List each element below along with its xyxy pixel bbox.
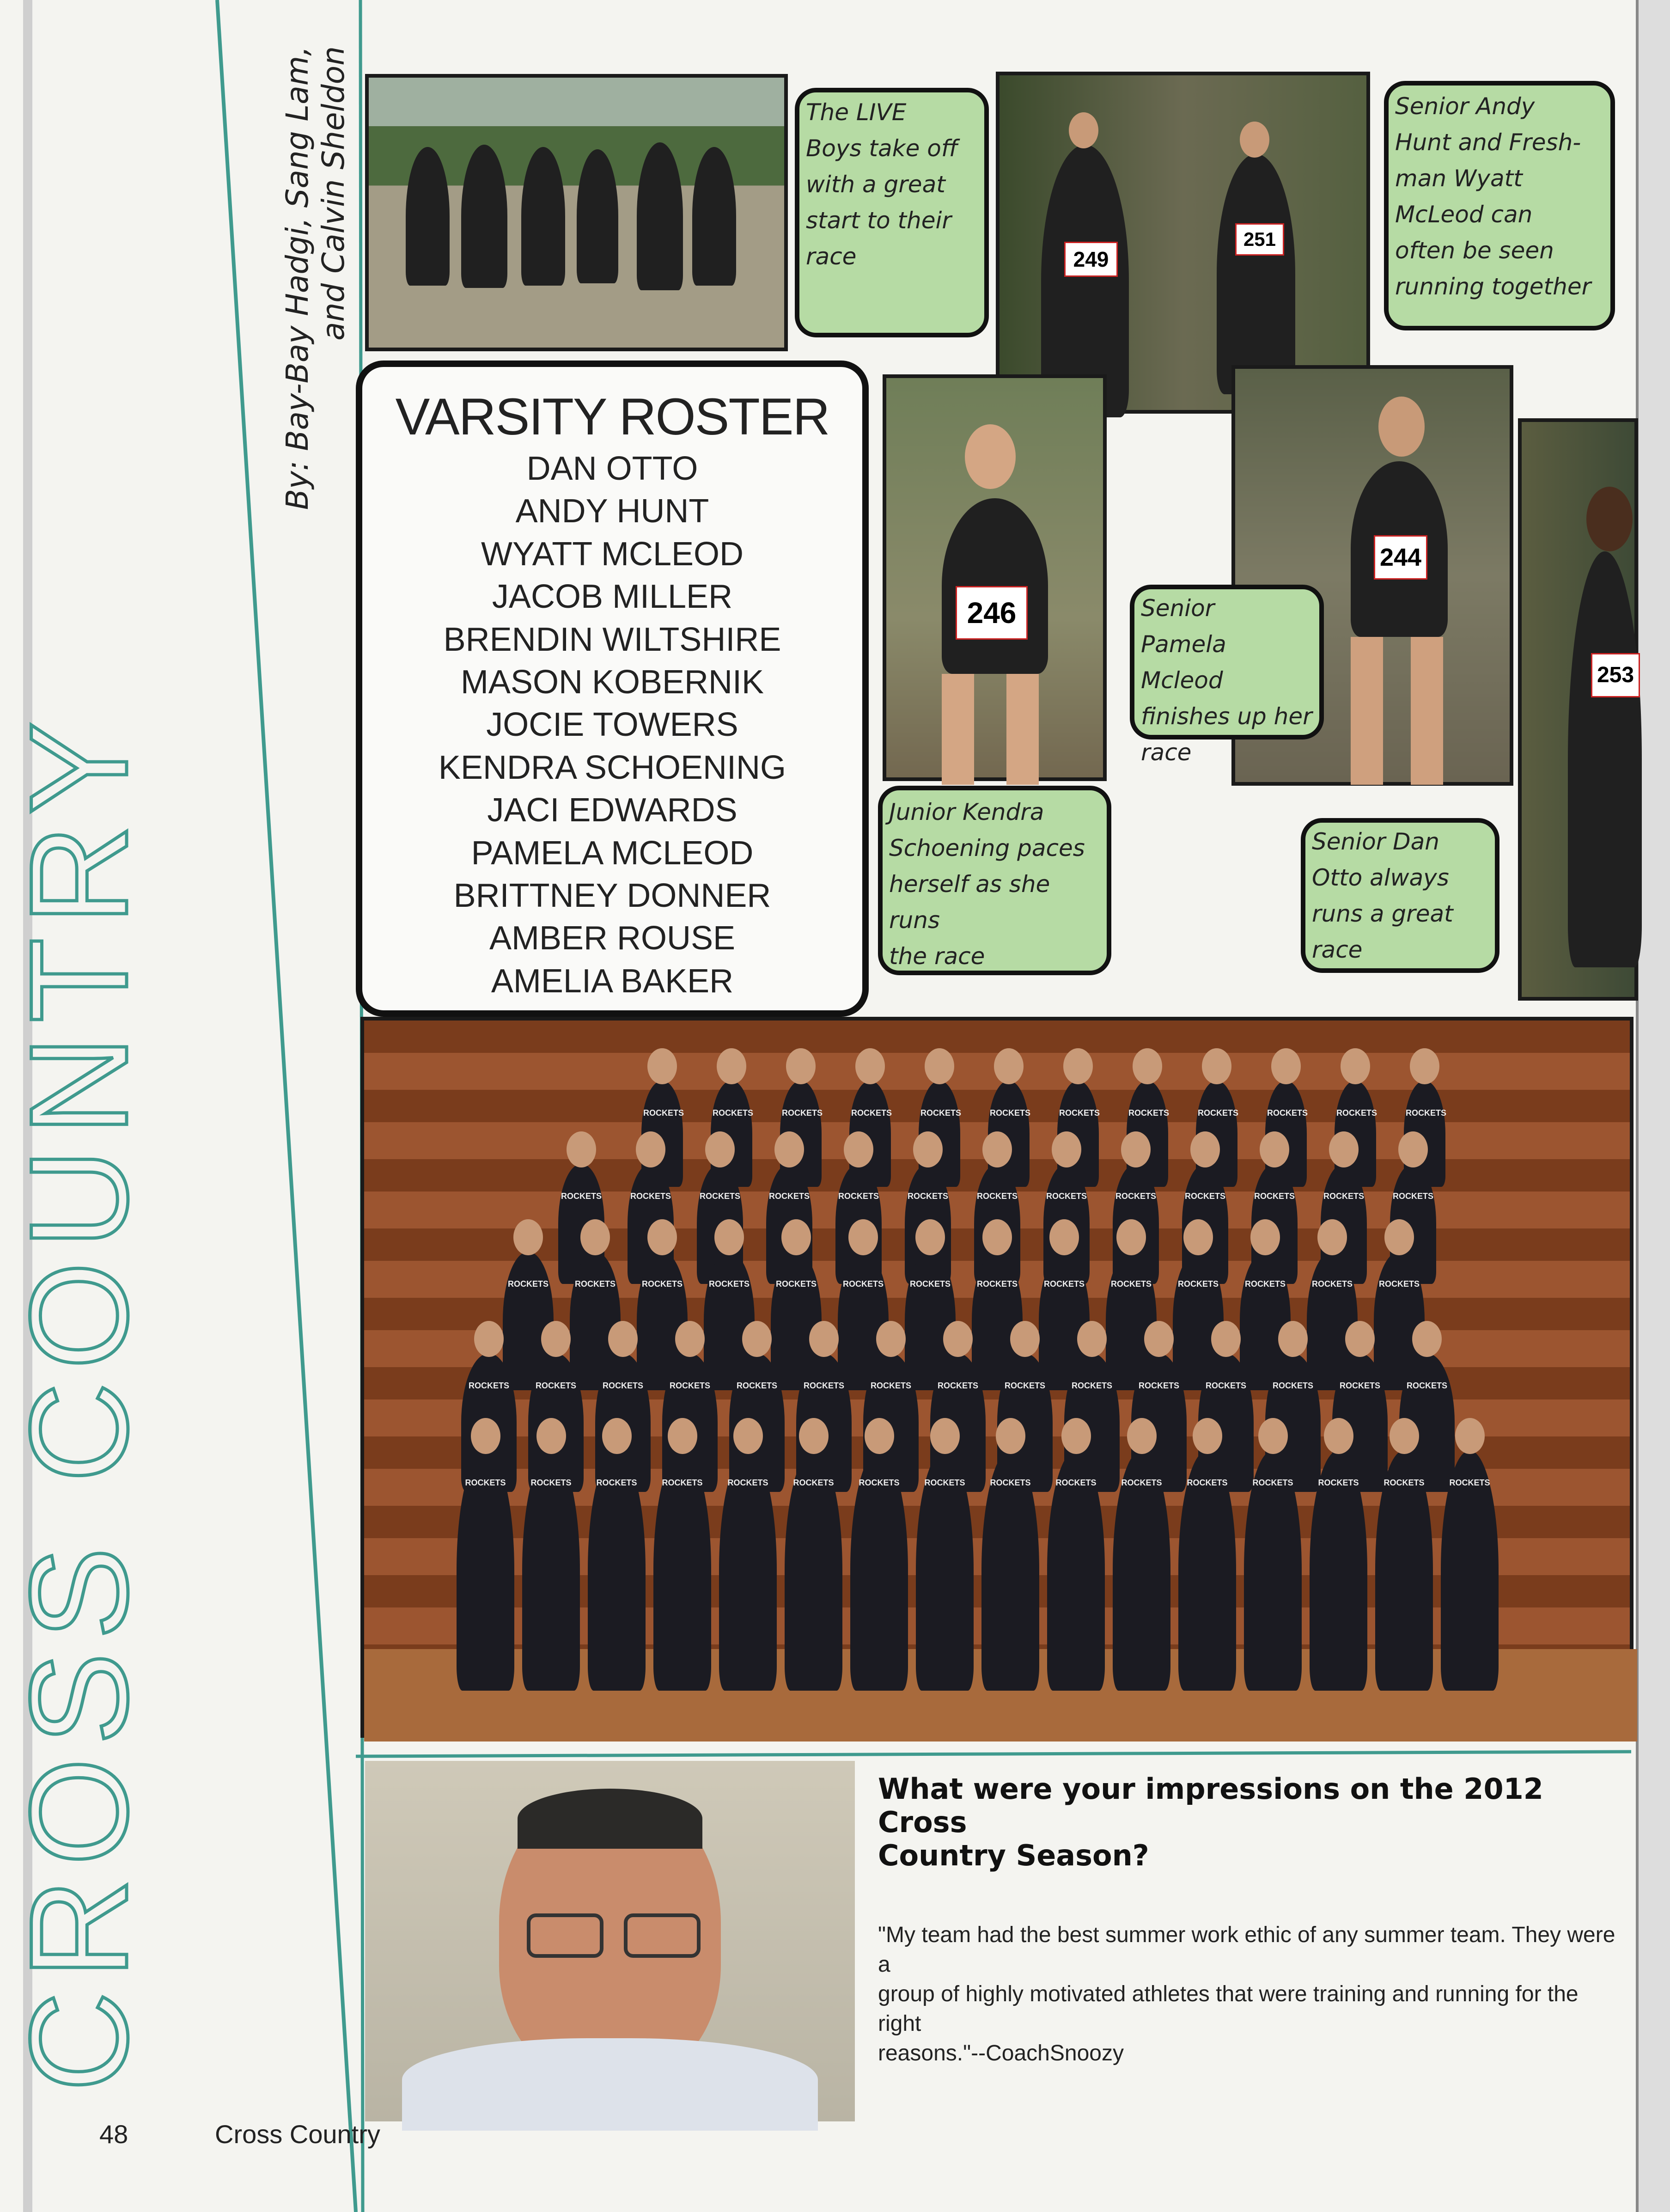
team-member-head: [786, 1048, 816, 1084]
jersey-label: ROCKETS: [976, 1279, 1018, 1289]
roster-title: VARSITY ROSTER: [395, 388, 829, 446]
varsity-roster-box: [356, 361, 869, 1017]
jersey-label: ROCKETS: [907, 1192, 948, 1201]
team-member-head: [996, 1418, 1025, 1454]
caption-line: runs a great: [1312, 900, 1453, 927]
jersey-label: ROCKETS: [1449, 1478, 1490, 1487]
team-member-head: [536, 1418, 566, 1454]
team-member-head: [1144, 1321, 1174, 1357]
roster-name: JACI EDWARDS: [487, 792, 737, 829]
quote-line: "My team had the best summer work ethic of any summer team. They were a: [878, 1923, 1615, 1977]
caption-line: running together: [1395, 273, 1591, 300]
team-member-head: [541, 1321, 571, 1357]
caption-pamela: [1130, 585, 1324, 766]
team-member-head: [1202, 1048, 1231, 1084]
team-member-head: [1278, 1321, 1308, 1357]
jersey-label: ROCKETS: [1115, 1192, 1156, 1201]
byline-line-1: By: Bay-Bay Hadgi, Sang Lam,: [280, 46, 315, 510]
caption-line: with a great: [806, 171, 945, 198]
team-member-head: [994, 1048, 1024, 1084]
caption-line: Schoening paces: [889, 835, 1085, 862]
jersey-label: ROCKETS: [1272, 1381, 1313, 1390]
team-member-head: [1127, 1418, 1157, 1454]
jersey-label: ROCKETS: [924, 1478, 965, 1487]
jersey-label: ROCKETS: [708, 1279, 750, 1289]
footer-section-name: Cross Country: [215, 2120, 380, 2149]
team-member-head: [1412, 1321, 1442, 1357]
jersey-label: ROCKETS: [937, 1381, 978, 1390]
team-member-head: [1193, 1418, 1222, 1454]
team-member-head: [1341, 1048, 1370, 1084]
caption-line: Pamela Mcleod: [1141, 631, 1226, 694]
caption-line: Senior: [1141, 595, 1215, 622]
roster-name: AMELIA BAKER: [491, 962, 734, 1000]
jersey-label: ROCKETS: [507, 1279, 549, 1289]
team-member-head: [1324, 1418, 1353, 1454]
team-member-head: [943, 1321, 973, 1357]
jersey-label: ROCKETS: [1254, 1192, 1295, 1201]
jersey-label: ROCKETS: [1406, 1381, 1447, 1390]
team-member-head: [705, 1131, 735, 1167]
team-member-head: [1061, 1418, 1091, 1454]
team-member-head: [1398, 1131, 1428, 1167]
jersey-label: ROCKETS: [1339, 1381, 1380, 1390]
team-member-head: [982, 1219, 1012, 1255]
team-member-head: [474, 1321, 504, 1357]
jersey-label: ROCKETS: [1043, 1279, 1085, 1289]
jersey-label: ROCKETS: [990, 1478, 1031, 1487]
bib-number: 251: [1235, 223, 1284, 256]
roster-name: BRITTNEY DONNER: [453, 877, 771, 915]
team-member-head: [1260, 1131, 1289, 1167]
jersey-label: ROCKETS: [1384, 1478, 1425, 1487]
jersey-label: ROCKETS: [782, 1108, 823, 1118]
team-member-head: [1390, 1418, 1419, 1454]
team-photo: [360, 1017, 1633, 1738]
team-member-head: [1049, 1219, 1079, 1255]
jersey-label: ROCKETS: [596, 1478, 637, 1487]
jersey-label: ROCKETS: [574, 1279, 616, 1289]
jersey-label: ROCKETS: [727, 1478, 768, 1487]
caption-hunt-mcleod: [1384, 81, 1615, 330]
caption-live-boys: [795, 88, 989, 337]
jersey-label: ROCKETS: [920, 1108, 962, 1118]
photo-kendra: [883, 374, 1107, 781]
caption-line: Boys take off: [806, 135, 958, 162]
bib-number: 253: [1591, 653, 1640, 697]
bib-number: 244: [1374, 535, 1427, 580]
team-member-head: [513, 1219, 543, 1255]
team-member-head: [471, 1418, 500, 1454]
team-member-head: [1116, 1219, 1146, 1255]
team-member-head: [865, 1418, 894, 1454]
jersey-label: ROCKETS: [1392, 1192, 1433, 1201]
team-member-head: [915, 1219, 945, 1255]
roster-name: AMBER ROUSE: [489, 920, 736, 957]
jersey-label: ROCKETS: [870, 1381, 911, 1390]
caption-line: Junior Kendra: [889, 799, 1044, 825]
jersey-label: ROCKETS: [1004, 1381, 1045, 1390]
quote-line: group of highly motivated athletes that were training and running for the right: [878, 1982, 1579, 2036]
photo-dan: [1518, 418, 1638, 1001]
team-member-head: [1052, 1131, 1081, 1167]
jersey-label: ROCKETS: [1267, 1108, 1308, 1118]
caption-line: The LIVE: [806, 99, 907, 126]
jersey-label: ROCKETS: [1318, 1478, 1359, 1487]
jersey-label: ROCKETS: [1336, 1108, 1377, 1118]
team-member-head: [733, 1418, 763, 1454]
jersey-label: ROCKETS: [1046, 1192, 1087, 1201]
jersey-label: ROCKETS: [662, 1478, 703, 1487]
team-member-head: [647, 1048, 677, 1084]
jersey-label: ROCKETS: [842, 1279, 884, 1289]
caption-line: man Wyatt: [1395, 165, 1523, 192]
jersey-label: ROCKETS: [768, 1192, 810, 1201]
roster-name: JACOB MILLER: [492, 578, 733, 616]
caption-line: finishes up her: [1141, 703, 1312, 730]
jersey-label: ROCKETS: [468, 1381, 509, 1390]
team-member-head: [876, 1321, 906, 1357]
roster-name: BRENDIN WILTSHIRE: [443, 621, 781, 658]
jersey-label: ROCKETS: [1071, 1381, 1112, 1390]
jersey-label: ROCKETS: [535, 1381, 576, 1390]
interview-question: [878, 1772, 1627, 1872]
jersey-label: ROCKETS: [990, 1108, 1031, 1118]
jersey-label: ROCKETS: [859, 1478, 900, 1487]
jersey-label: ROCKETS: [669, 1381, 710, 1390]
team-member-head: [1211, 1321, 1241, 1357]
team-member-head: [1410, 1048, 1439, 1084]
jersey-label: ROCKETS: [699, 1192, 740, 1201]
team-member-head: [567, 1131, 596, 1167]
caption-line: the race: [889, 943, 985, 970]
team-member-head: [668, 1418, 697, 1454]
jersey-label: ROCKETS: [630, 1192, 671, 1201]
next-page-edge: [1636, 0, 1670, 2212]
bib-number: 249: [1064, 242, 1118, 277]
team-member-head: [913, 1131, 943, 1167]
caption-line: start to their: [806, 207, 951, 234]
team-member-head: [602, 1418, 632, 1454]
team-member-head: [1384, 1219, 1414, 1255]
team-member-head: [742, 1321, 772, 1357]
jersey-label: ROCKETS: [851, 1108, 892, 1118]
team-member-head: [580, 1219, 610, 1255]
team-member-head: [1345, 1321, 1375, 1357]
team-member-head: [1317, 1219, 1347, 1255]
team-member-head: [1271, 1048, 1301, 1084]
team-member-head: [1010, 1321, 1040, 1357]
team-member-head: [774, 1131, 804, 1167]
team-member-head: [714, 1219, 744, 1255]
jersey-label: ROCKETS: [909, 1279, 951, 1289]
team-member-head: [1063, 1048, 1093, 1084]
roster-name: KENDRA SCHOENING: [438, 749, 786, 786]
roster-name: MASON KOBERNIK: [460, 664, 764, 701]
roster-name: JOCIE TOWERS: [486, 706, 738, 744]
jersey-label: ROCKETS: [1128, 1108, 1170, 1118]
team-member-head: [982, 1131, 1012, 1167]
bib-number: 246: [956, 586, 1028, 640]
jersey-label: ROCKETS: [775, 1279, 817, 1289]
question-line: Country Season?: [878, 1839, 1149, 1872]
team-member-head: [1329, 1131, 1359, 1167]
jersey-label: ROCKETS: [1121, 1478, 1162, 1487]
coach-quote: [878, 1920, 1627, 2068]
byline: [280, 46, 363, 527]
caption-kendra: [878, 786, 1111, 975]
jersey-label: ROCKETS: [1378, 1279, 1420, 1289]
jersey-label: ROCKETS: [1184, 1192, 1225, 1201]
jersey-label: ROCKETS: [1138, 1381, 1179, 1390]
question-line: What were your impressions on the 2012 Cross: [878, 1772, 1543, 1839]
team-member-head: [1077, 1321, 1107, 1357]
quote-line: reasons."--CoachSnoozy: [878, 2041, 1124, 2065]
caption-line: herself as she runs: [889, 871, 1050, 934]
jersey-label: ROCKETS: [1177, 1279, 1219, 1289]
jersey-label: ROCKETS: [803, 1381, 844, 1390]
jersey-label: ROCKETS: [793, 1478, 834, 1487]
caption-line: race: [806, 243, 857, 270]
jersey-label: ROCKETS: [643, 1108, 684, 1118]
team-member-head: [1190, 1131, 1220, 1167]
caption-line: Otto always: [1312, 864, 1449, 891]
jersey-label: ROCKETS: [976, 1192, 1018, 1201]
team-member-head: [925, 1048, 954, 1084]
jersey-label: ROCKETS: [838, 1192, 879, 1201]
jersey-label: ROCKETS: [713, 1108, 754, 1118]
team-member-head: [647, 1219, 677, 1255]
caption-dan: [1301, 818, 1499, 973]
jersey-label: ROCKETS: [1059, 1108, 1100, 1118]
team-member-head: [809, 1321, 839, 1357]
team-member-head: [717, 1048, 746, 1084]
byline-line-2: and Calvin Sheldon: [316, 46, 351, 341]
team-member-head: [1121, 1131, 1151, 1167]
jersey-label: ROCKETS: [530, 1478, 572, 1487]
team-member-head: [1258, 1418, 1288, 1454]
caption-line: Senior Andy: [1395, 93, 1535, 120]
jersey-label: ROCKETS: [1205, 1381, 1246, 1390]
team-member-head: [608, 1321, 638, 1357]
roster-name: PAMELA MCLEOD: [471, 834, 754, 872]
caption-line: race: [1141, 739, 1192, 766]
caption-line: McLeod can: [1395, 201, 1533, 228]
roster-name: WYATT MCLEOD: [481, 535, 744, 573]
team-member-head: [781, 1219, 811, 1255]
team-member-head: [855, 1048, 885, 1084]
roster-name: DAN OTTO: [526, 450, 698, 487]
team-member-head: [848, 1219, 878, 1255]
jersey-label: ROCKETS: [1187, 1478, 1228, 1487]
jersey-label: ROCKETS: [1055, 1478, 1097, 1487]
team-member-head: [844, 1131, 873, 1167]
jersey-label: ROCKETS: [736, 1381, 777, 1390]
jersey-label: ROCKETS: [1252, 1478, 1293, 1487]
page-number: 48: [99, 2120, 128, 2149]
photo-boys-start: [365, 74, 788, 351]
team-member-head: [1455, 1418, 1485, 1454]
caption-line: Hunt and Fresh-: [1395, 129, 1581, 156]
team-member-head: [930, 1418, 960, 1454]
jersey-label: ROCKETS: [1406, 1108, 1447, 1118]
team-member-head: [1183, 1219, 1213, 1255]
caption-line: Senior Dan: [1312, 828, 1439, 855]
coach-portrait: [365, 1761, 855, 2121]
jersey-label: ROCKETS: [1110, 1279, 1152, 1289]
jersey-label: ROCKETS: [602, 1381, 643, 1390]
photo-hunt-mcleod: [996, 72, 1370, 414]
jersey-label: ROCKETS: [1198, 1108, 1239, 1118]
team-member-head: [636, 1131, 665, 1167]
jersey-label: ROCKETS: [1244, 1279, 1286, 1289]
team-member-head: [1250, 1219, 1280, 1255]
jersey-label: ROCKETS: [641, 1279, 683, 1289]
section-title: CROSS COUNTRY: [1, 709, 156, 2092]
jersey-label: ROCKETS: [561, 1192, 602, 1201]
jersey-label: ROCKETS: [1311, 1279, 1353, 1289]
team-member-head: [675, 1321, 705, 1357]
team-member-head: [1133, 1048, 1162, 1084]
caption-line: race: [1312, 936, 1363, 963]
jersey-label: ROCKETS: [1323, 1192, 1364, 1201]
roster-name: ANDY HUNT: [515, 493, 709, 530]
caption-line: often be seen: [1395, 237, 1554, 264]
jersey-label: ROCKETS: [465, 1478, 506, 1487]
team-member-head: [799, 1418, 829, 1454]
